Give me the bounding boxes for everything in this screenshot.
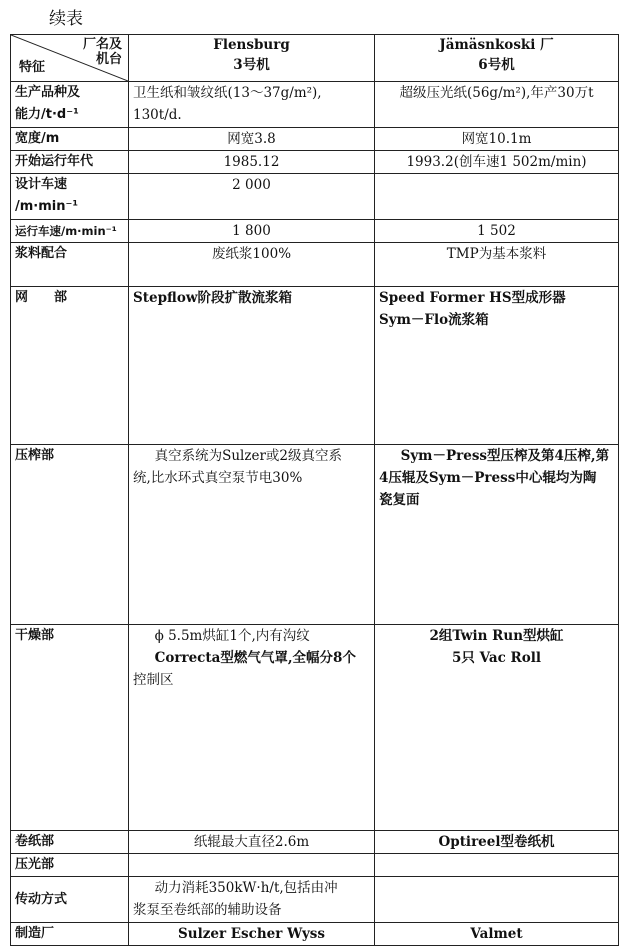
- row-label: 开始运行年代: [11, 151, 129, 174]
- column-header-flensburg: Flensburg 3号机: [129, 35, 375, 82]
- cell-flensburg: 1985.12: [129, 151, 375, 174]
- row-label: 卷纸部: [11, 831, 129, 854]
- cell-jamasnkoski: Optireel型卷纸机: [375, 831, 619, 854]
- cell-jamasnkoski: Valmet: [375, 923, 619, 946]
- table-row: [11, 128, 619, 151]
- row-label: 生产品种及 能力/t·d⁻¹: [11, 82, 129, 128]
- cell-flensburg: Stepflow阶段扩散流浆箱: [129, 287, 375, 445]
- table-row: [11, 854, 619, 877]
- row-label: 运行车速/m·min⁻¹: [11, 220, 129, 243]
- row-label: 浆料配合: [11, 243, 129, 287]
- row-label: 干燥部: [11, 625, 129, 831]
- table-caption: 续表: [49, 9, 83, 29]
- table-row: [11, 174, 619, 220]
- cell-jamasnkoski: [375, 174, 619, 220]
- row-label: 传动方式: [11, 877, 129, 923]
- cell-jamasnkoski: 1 502: [375, 220, 619, 243]
- diag-bottom-label: 特征: [19, 60, 46, 75]
- cell-jamasnkoski: 2组Twin Run型烘缸 5只 Vac Roll: [375, 625, 619, 831]
- table-row: [11, 287, 619, 445]
- cell-flensburg: 1 800: [129, 220, 375, 243]
- cell-flensburg: ϕ 5.5m烘缸1个,内有沟纹 Correcta型燃气气罩,全幅分8个 控制区: [129, 625, 375, 831]
- cell-jamasnkoski: 超级压光纸(56g/m²),年产30万t: [375, 82, 619, 128]
- row-label: 压光部: [11, 854, 129, 877]
- cell-flensburg: [129, 854, 375, 877]
- table-row: [11, 923, 619, 946]
- table-row: [11, 625, 619, 831]
- cell-jamasnkoski: 网宽10.1m: [375, 128, 619, 151]
- diagonal-header-cell: [11, 35, 129, 82]
- column-header-jamasnkoski: Jämäsnkoski 厂 6号机: [375, 35, 619, 82]
- cell-jamasnkoski: TMP为基本浆料: [375, 243, 619, 287]
- row-label: 制造厂: [11, 923, 129, 946]
- cell-flensburg: 废纸浆100%: [129, 243, 375, 287]
- cell-flensburg: 卫生纸和皱纹纸(13～37g/m²), 130t/d.: [129, 82, 375, 128]
- cell-jamasnkoski: [375, 877, 619, 923]
- diag-top-label: 厂名及 机台: [82, 37, 122, 67]
- table-row: [11, 877, 619, 923]
- table-row: [11, 831, 619, 854]
- table-row: [11, 445, 619, 625]
- cell-flensburg: 动力消耗350kW·h/t,包括由冲 浆泵至卷纸部的辅助设备: [129, 877, 375, 923]
- table-row: [11, 82, 619, 128]
- table-row: [11, 220, 619, 243]
- row-label: 设计车速 /m·min⁻¹: [11, 174, 129, 220]
- cell-jamasnkoski: 1993.2(创车速1 502m/min): [375, 151, 619, 174]
- cell-flensburg: 2 000: [129, 174, 375, 220]
- cell-flensburg: 网宽3.8: [129, 128, 375, 151]
- cell-flensburg: 真空系统为Sulzer或2级真空系 统,比水环式真空泵节电30%: [129, 445, 375, 625]
- table-row: [11, 243, 619, 287]
- cell-flensburg: 纸辊最大直径2.6m: [129, 831, 375, 854]
- row-label: 网 部: [11, 287, 129, 445]
- table-row: [11, 151, 619, 174]
- row-label: 压榨部: [11, 445, 129, 625]
- cell-jamasnkoski: [375, 854, 619, 877]
- cell-jamasnkoski: Sym－Press型压榨及第4压榨,第 4压辊及Sym－Press中心辊均为陶 瓷复面: [375, 445, 619, 625]
- cell-flensburg: Sulzer Escher Wyss: [129, 923, 375, 946]
- table-header-row: [11, 35, 619, 82]
- spec-table: [10, 34, 619, 946]
- cell-jamasnkoski: Speed Former HS型成形器 Sym－Flo流浆箱: [375, 287, 619, 445]
- row-label: 宽度/m: [11, 128, 129, 151]
